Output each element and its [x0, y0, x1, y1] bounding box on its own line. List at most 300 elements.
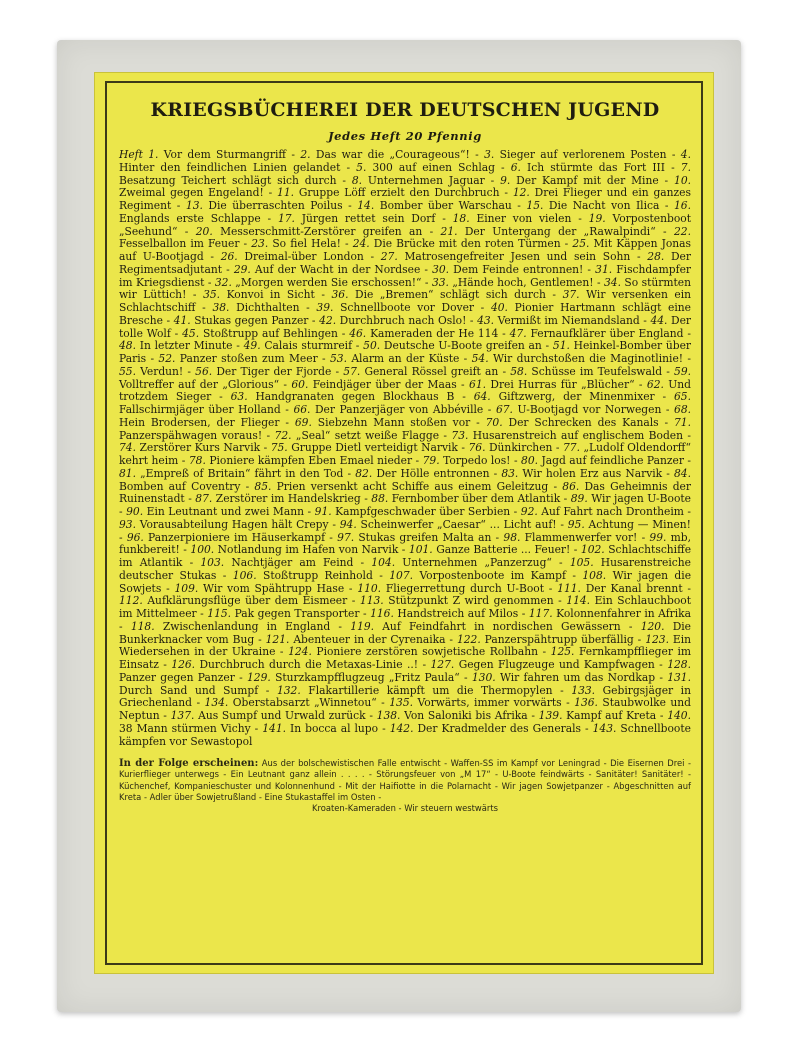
list-item — [233, 569, 373, 582]
list-item — [357, 199, 512, 212]
issue-title: Stoßtrupp auf Behlingen — [202, 326, 338, 340]
issue-title: Unternehmen „Panzerzug“ — [402, 556, 552, 569]
issue-number: 46. — [349, 326, 371, 340]
list-item — [370, 607, 518, 620]
issue-number: 10. — [674, 173, 692, 187]
issue-number: 121. — [265, 632, 294, 646]
yellow-panel — [95, 73, 713, 973]
list-item — [221, 250, 364, 263]
issue-title: Stukas gegen Panzer — [194, 313, 309, 327]
issue-number: 130. — [471, 670, 500, 684]
issue-number: 52. — [158, 352, 180, 365]
issue-number: 81. — [119, 466, 141, 480]
issue-number: 77. — [563, 441, 584, 455]
issue-title: Ganze Batterie ... Feuer! — [436, 543, 571, 557]
list-item — [356, 161, 495, 174]
issue-title: Oberstabsarzt „Winnetou“ — [232, 696, 377, 710]
issue-title: Husarenstreich auf englischem Boden — [472, 428, 684, 442]
list-item — [330, 352, 459, 365]
list-item — [319, 314, 466, 327]
issue-number: 138. — [376, 709, 405, 722]
list-item — [207, 607, 359, 620]
issue-title: Bomben auf Coventry — [119, 479, 241, 493]
issue-title: Panzer gegen Panzer — [119, 670, 235, 684]
issue-title: Wir vom Spähtrupp Hase — [203, 581, 345, 595]
panel-content — [119, 97, 691, 951]
issue-title: U-Bootjagd vor Norwegen — [517, 403, 662, 416]
issue-title: Zerstörer Kurs Narvik — [139, 441, 261, 455]
issue-number: 12. — [512, 186, 535, 200]
issue-title: Die Nacht von Ilica — [548, 199, 660, 212]
list-item — [432, 263, 583, 276]
issue-number: 49. — [243, 339, 265, 353]
list-item — [409, 543, 570, 556]
issue-title: Vorwärts, immer vorwärts — [417, 696, 562, 710]
issue-number: 127. — [430, 658, 459, 671]
issue-number: 96. — [126, 530, 149, 544]
issue-number: 76. — [468, 441, 489, 455]
issue-title: Kolonnenfahrer in Afrika — [556, 607, 692, 620]
issue-title: Deutsche U-Boote greifen an — [383, 339, 542, 353]
issue-number: 45. — [182, 326, 203, 340]
issue-title: mb, funkbereit! — [119, 530, 691, 557]
list-item — [195, 492, 360, 505]
issue-number: 34. — [603, 275, 625, 289]
issue-number: 9. — [500, 173, 517, 187]
list-item — [371, 492, 560, 505]
issue-number: 75. — [270, 441, 292, 455]
list-item — [119, 518, 329, 531]
issue-title: Siebzehn Mann stoßen vor — [317, 415, 471, 429]
list-item — [182, 327, 338, 340]
issue-number: 27. — [380, 250, 405, 263]
issue-title: Fischdampfer im Kriegsdienst — [119, 262, 691, 289]
forthcoming-last-line: Kroaten-Kameraden - Wir steuern westwärts — [311, 803, 499, 814]
issue-number: 5. — [356, 160, 373, 174]
list-item — [315, 505, 511, 518]
issue-title: Alarm an der Küste — [351, 352, 460, 365]
issue-number: 4. — [680, 148, 691, 161]
list-item — [453, 212, 572, 225]
list-item — [343, 365, 498, 378]
issue-title: Aufklärungsflüge über dem Eismeer — [147, 594, 348, 608]
issue-number: 43. — [477, 313, 498, 327]
issue-title: „Hände hoch, Gentlemen! — [452, 275, 594, 289]
issue-title: Dreimal-über London — [244, 250, 364, 263]
issue-number: 16. — [674, 199, 691, 212]
issue-number: 92. — [520, 505, 542, 518]
list-item — [119, 594, 347, 607]
issue-number: 3. — [484, 148, 500, 161]
issue-number: 103. — [200, 556, 232, 569]
issue-number: 79. — [422, 454, 444, 467]
list-item — [486, 416, 659, 429]
issue-title: Dünkirchen — [488, 441, 553, 455]
list-item — [196, 225, 423, 238]
issue-number: 112. — [119, 594, 148, 608]
list-item — [568, 518, 691, 531]
list-item — [340, 518, 557, 531]
issue-title: Die Bunkerknacker vom Bug — [119, 619, 691, 646]
issue-number: 7. — [680, 160, 691, 174]
issue-title: Fernbomber über dem Atlantik — [391, 492, 561, 506]
issue-title: Zwischenlandung in England — [162, 619, 331, 633]
issue-number: 51. — [552, 339, 574, 353]
issue-number: 90. — [126, 505, 147, 518]
list-item — [472, 352, 683, 365]
issue-title: Kampfgeschwader über Serbien — [335, 505, 511, 518]
issue-title: Nachtjäger am Feind — [231, 556, 354, 569]
list-item — [496, 403, 661, 416]
issue-number: 142. — [389, 721, 418, 735]
issue-title: Kampf auf Kreta — [566, 709, 657, 722]
list-item — [337, 531, 491, 544]
issue-number: 109. — [174, 581, 204, 595]
issue-number: 85. — [254, 479, 277, 493]
issue-title: Heinkel-Bomber über Paris — [119, 339, 692, 365]
issue-title: Durchbruch durch die Metaxas-Linie ..! — [199, 658, 419, 671]
list-item — [389, 569, 566, 582]
issue-number: 78. — [188, 454, 210, 467]
list-item — [441, 225, 656, 238]
issue-number: 25. — [572, 237, 594, 251]
issue-number: 87. — [195, 492, 216, 506]
issue-title: Durchbruch nach Oslo! — [339, 313, 467, 327]
list-item — [231, 390, 455, 403]
issue-title: Die überraschten Poilus — [208, 199, 343, 212]
issue-title: Der Untergang der „Rawalpindi“ — [464, 224, 656, 238]
issue-title: Auf Fahrt nach Drontheim — [541, 505, 684, 518]
issue-number: 122. — [456, 632, 485, 646]
frame-left-line — [105, 81, 107, 965]
list-item — [451, 429, 683, 442]
issue-title: Messerschmitt-Zerstörer greifen an — [220, 224, 423, 238]
list-item — [355, 467, 489, 480]
issue-title: Wir fahren um das Nordkap — [499, 670, 656, 684]
issue-number: 98. — [503, 530, 525, 544]
issue-number: 118. — [130, 619, 163, 633]
issue-title: Panzerspähtrupp überfällig — [484, 632, 634, 646]
issue-number: 134. — [204, 696, 233, 710]
list-item — [174, 582, 344, 595]
list-item — [200, 556, 353, 569]
issue-number: 124. — [288, 645, 317, 659]
issue-title: Pak gegen Transporter — [234, 607, 360, 620]
issue-number: 69. — [294, 415, 318, 429]
list-item — [158, 352, 317, 365]
issue-title: Abenteuer in der Cyrenaika — [293, 632, 446, 646]
list-item — [511, 161, 665, 174]
list-item — [254, 480, 548, 493]
issue-title: Hein Brodersen, der Flieger — [119, 415, 280, 429]
issue-title: Panzer stoßen zum Meer — [179, 352, 318, 365]
issue-number: 139. — [538, 709, 567, 722]
issue-number: 63. — [230, 390, 256, 404]
list-item — [215, 276, 422, 289]
issue-title: Der Tiger der Fjorde — [216, 364, 332, 378]
issue-title: Auf Feindfahrt in nordischen Gewässern — [382, 619, 621, 633]
issue-title: Fesselballon im Feuer — [119, 237, 240, 251]
list-item — [126, 505, 304, 518]
issue-number: 84. — [674, 466, 691, 480]
issue-number: 31. — [595, 262, 617, 276]
list-item — [277, 684, 553, 697]
list-item — [331, 288, 545, 301]
issue-number: 71. — [674, 415, 691, 429]
issue-number: 60. — [291, 377, 313, 391]
issue-number: 37. — [562, 288, 587, 302]
issue-title: Pionier Hartmann schlägt eine Bresche — [119, 301, 691, 327]
issue-number: 120. — [640, 619, 673, 633]
issue-number: 8. — [351, 173, 368, 187]
issue-title: Mit Käppen Jonas auf U-Bootjagd — [119, 237, 692, 263]
issue-title: Einer von vielen — [476, 211, 572, 225]
issue-number: 26. — [220, 250, 245, 263]
issue-title: Der Hölle entronnen — [376, 466, 490, 480]
issue-title: Dem Feinde entronnen! — [453, 262, 584, 276]
issue-title: Das Geheimnis der Ruinenstadt — [119, 479, 691, 506]
issue-title: Handgranaten gegen Blockhaus B — [255, 390, 455, 404]
list-item — [526, 199, 659, 212]
issue-title: Wir versenken ein Schlachtschiff — [119, 288, 691, 314]
issue-number: 143. — [592, 721, 621, 735]
list-item — [510, 365, 662, 378]
list-item — [357, 582, 544, 595]
issue-title: Durch Sand und Sumpf — [119, 683, 259, 697]
frame-bottom-line — [105, 963, 703, 965]
issue-number: 104. — [371, 556, 403, 569]
issue-number: 29. — [233, 262, 255, 276]
issue-number: 131. — [667, 670, 691, 684]
issue-number: 101. — [408, 543, 437, 557]
list-item — [212, 301, 299, 314]
list-item — [557, 582, 682, 595]
list-item — [295, 416, 470, 429]
issue-title: Wir holen Erz aus Narvik — [522, 466, 663, 480]
issue-number: 55. — [119, 364, 141, 378]
page-title: KRIEGSBÜCHEREI DER DEUTSCHEN JUGEND — [150, 99, 660, 121]
issue-title: Das war die „Courageous“! — [315, 148, 470, 161]
list-item — [262, 722, 378, 735]
issue-title: In letzter Minute — [139, 339, 233, 353]
issue-title: Vorpostenboote im Kampf — [419, 568, 566, 582]
list-item — [484, 148, 666, 161]
issue-number: 88. — [371, 492, 392, 506]
issue-title: Der Kanal brennt — [585, 581, 683, 595]
issue-title: Dichthalten — [236, 301, 300, 314]
list-item — [275, 429, 440, 442]
issue-number: 24. — [352, 237, 374, 251]
issue-number: 19. — [588, 211, 613, 225]
issue-title: Englands erste Schlappe — [119, 211, 261, 225]
issue-number: 44. — [650, 313, 671, 327]
issue-title: Ich stürmte das Fort III — [527, 160, 666, 174]
list-item — [350, 620, 620, 633]
issue-title: Jürgen rettet sein Dorf — [301, 211, 436, 225]
list-item — [171, 709, 366, 722]
issue-title: Fernaufklärer über England — [530, 326, 684, 340]
issue-number: 119. — [350, 619, 383, 633]
list-item — [271, 441, 458, 454]
issue-title: Gebirgsjäger in Griechenland — [119, 683, 691, 710]
issue-number: 113. — [359, 594, 389, 608]
issue-title: Stoßtrupp Reinhold — [263, 568, 373, 582]
list-item — [244, 339, 352, 352]
issue-number: 41. — [173, 313, 195, 327]
issue-number: 38. — [212, 301, 237, 314]
issue-number: 36. — [331, 288, 356, 302]
issue-number: 1. — [148, 148, 164, 161]
issue-title: Ein Leutnant und zwei Mann — [146, 505, 305, 518]
list-item — [119, 441, 260, 454]
issue-number: 18. — [452, 211, 477, 225]
issue-number: 67. — [495, 403, 518, 416]
issue-number: 125. — [550, 645, 579, 659]
issue-number: 50. — [363, 339, 384, 353]
issue-number: 132. — [276, 683, 309, 697]
issue-title: Die Brücke mit den roten Türmen — [373, 237, 561, 251]
issue-title: Panzerspähwagen voraus! — [119, 428, 263, 442]
issue-number: 6. — [510, 160, 528, 174]
list-item — [131, 620, 330, 633]
issue-title: Staubwolke und Neptun — [119, 696, 692, 722]
list-item — [363, 339, 542, 352]
issue-title: Bomber über Warschau — [379, 199, 512, 212]
issue-title: Drei Hurras für „Blücher“ — [490, 377, 635, 391]
frame-top-line — [105, 81, 703, 83]
issue-title: Scheinwerfer „Caesar“ ... Licht auf! — [360, 517, 557, 531]
list-item — [571, 492, 691, 505]
issue-title: Wir durchstoßen die Maginotlinie! — [492, 352, 684, 365]
issue-title: Die „Bremen“ schlägt sich durch — [355, 288, 546, 302]
list-item — [389, 696, 561, 709]
list-item — [423, 454, 511, 467]
list-item — [288, 645, 538, 658]
list-item — [469, 378, 635, 391]
issue-number: 95. — [567, 517, 589, 531]
list-item — [529, 607, 691, 620]
list-item — [277, 186, 500, 199]
forthcoming-titles — [119, 758, 691, 814]
issue-title: Aus Sumpf und Urwald zurück — [198, 709, 366, 722]
list-item — [472, 671, 655, 684]
issue-number: 13. — [185, 199, 209, 212]
list-item — [189, 454, 412, 467]
list-item — [377, 709, 528, 722]
list-item — [457, 633, 634, 646]
list-item — [510, 327, 684, 340]
list-item — [205, 696, 377, 709]
issue-number: 21. — [440, 224, 465, 238]
list-item — [186, 199, 343, 212]
issue-title: Giftzwerg, der Minenmixer — [498, 390, 655, 404]
list-item — [300, 148, 469, 161]
issue-title: Schnellboote vor Dover — [340, 301, 475, 314]
issue-title: Von Saloniki bis Afrika — [404, 709, 528, 722]
issue-number: 66. — [293, 403, 315, 416]
issue-number: 28. — [647, 250, 671, 263]
issue-number: 99. — [649, 530, 671, 544]
issue-number: 115. — [207, 607, 235, 620]
list-item — [119, 339, 233, 352]
issue-number: 114. — [566, 594, 595, 608]
issue-title: So stürmten wir Lüttich! — [119, 275, 691, 302]
list-item — [174, 314, 309, 327]
issue-title: Schnellboote kämpfen vor Sewastopol — [119, 721, 691, 748]
issue-number: 15. — [526, 199, 549, 212]
heft-prefix: Heft — [119, 148, 149, 161]
issue-title: Flammenwerfer vor! — [524, 530, 638, 544]
price-subtitle: Jedes Heft 20 Pfennig — [328, 129, 482, 143]
issue-number: 56. — [195, 364, 217, 378]
list-item — [503, 531, 637, 544]
list-item — [203, 288, 315, 301]
issue-number: 47. — [509, 326, 531, 340]
issue-title: „Morgen werden Sie erschossen!“ — [235, 275, 422, 289]
issue-title: Volltreffer auf der „Glorious“ — [119, 377, 280, 391]
list-item — [291, 378, 456, 391]
issue-title: Fernkampfflieger im Einsatz — [119, 645, 692, 671]
issue-number: 57. — [343, 364, 365, 378]
issue-number: 35. — [203, 288, 227, 302]
issue-title: Calais sturmreif — [264, 339, 353, 353]
issue-number: 62. — [646, 377, 669, 391]
list-item — [521, 505, 684, 518]
issue-title: Vorpostenboot „Seehund“ — [119, 211, 692, 238]
list-item — [360, 594, 554, 607]
list-item — [190, 543, 398, 556]
issue-number: 91. — [314, 505, 336, 518]
issue-title: Ein Schlauchboot im Mittelmeer — [119, 594, 691, 620]
list-item — [293, 403, 483, 416]
list-item — [171, 658, 418, 671]
list-item — [381, 250, 631, 263]
issue-number: 64. — [473, 390, 499, 404]
list-item — [251, 237, 341, 250]
issue-title: Zweimal gegen Engeland! — [119, 186, 264, 200]
issue-title: Der tolle Wolf — [119, 313, 692, 340]
issue-number: 33. — [431, 275, 453, 289]
issue-number: 108. — [582, 568, 613, 582]
issue-title: Drei Flieger und ein ganzes Regiment — [119, 186, 691, 212]
issue-number: 116. — [370, 607, 398, 620]
issue-number: 89. — [570, 492, 592, 506]
issue-number: 117. — [528, 607, 557, 620]
issue-number: 126. — [171, 658, 200, 671]
issue-title: Prien versenkt acht Schiffe aus einem Geleitzug — [276, 479, 549, 493]
list-item — [148, 148, 286, 161]
issue-title: Gruppe Löff erzielt den Durchbruch — [298, 186, 500, 200]
issue-title: Stukas greifen Malta an — [358, 530, 492, 544]
issue-number: 106. — [232, 568, 263, 582]
issue-number: 59. — [674, 364, 692, 378]
list-item — [352, 174, 485, 187]
issue-number: 30. — [432, 262, 454, 276]
list-item — [316, 301, 474, 314]
list-item — [477, 314, 640, 327]
issue-number: 140. — [667, 709, 691, 722]
list-item — [234, 263, 420, 276]
list-item — [474, 390, 655, 403]
issue-title: Zerstörer im Handelskrieg — [215, 492, 361, 506]
issue-title: Und trotzdem Sieger — [119, 377, 691, 404]
issue-number: 133. — [571, 683, 603, 697]
issue-title: Flakartillerie kämpft um die Thermopylen — [308, 683, 553, 697]
issue-number: 107. — [389, 568, 420, 582]
issue-title: Handstreich auf Milos — [397, 607, 519, 620]
issue-number: 111. — [557, 581, 586, 595]
issue-number: 73. — [451, 428, 473, 442]
